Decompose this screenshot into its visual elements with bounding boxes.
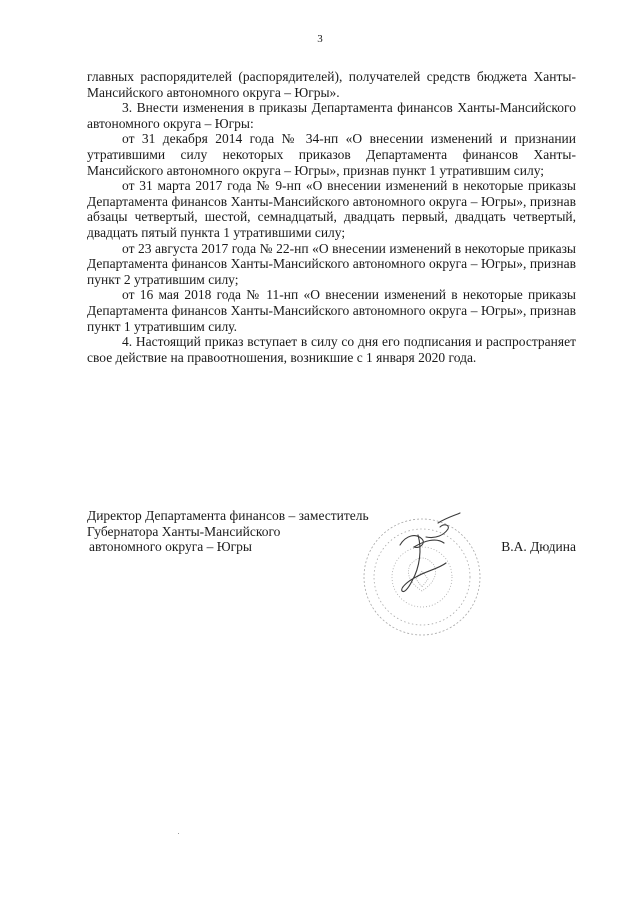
- signer-title-line-3: автономного округа – Югры: [89, 539, 252, 555]
- paragraph-order-2018: от 16 мая 2018 года № 11-нп «О внесении изменений в некоторые приказы Департамента финансов Ханты-Мансийского автономного округа – Югры», признав пункт 1 утратившим силу.: [87, 287, 576, 334]
- official-seal-with-signature: [360, 495, 490, 655]
- signer-name: В.А. Дюдина: [501, 539, 576, 554]
- paragraph-order-august-2017: от 23 августа 2017 года № 22-нп «О внесении изменений в некоторые приказы Департамента финансов Ханты-Мансийского автономного округа – Югры», признав пункт 2 утратившим силу;: [87, 240, 576, 287]
- page-number: 3: [317, 33, 323, 45]
- paragraph-item-3: 3. Внести изменения в приказы Департамента финансов Ханты-Мансийского автономного округа – Югры:: [87, 100, 576, 131]
- document-body: [87, 69, 576, 365]
- paragraph-item-4: 4. Настоящий приказ вступает в силу со дня его подписания и распространяет свое действие на правоотношения, возникшие с 1 января 2020 года.: [87, 334, 576, 365]
- signer-title-line-2: Губернатора Ханты-Мансийского: [87, 523, 281, 539]
- signer-title-line-1: Директор Департамента финансов – заместитель: [87, 508, 369, 523]
- paragraph-order-march-2017: от 31 марта 2017 года № 9-нп «О внесении изменений в некоторые приказы Департамента финансов Ханты-Мансийского автономного округа – Югры», признав абзацы четвертый, шестой, семнадцатый, двадцать первый, двадцать четвертый, двадцать пятый пункта 1 утратившими силу;: [87, 178, 576, 240]
- paragraph-order-2014: от 31 декабря 2014 года № 34-нп «О внесении изменений и признании утратившими силу некоторых приказов Департамента финансов Ханты-Мансийского автономного округа – Югры», признав пункт 1 утратившим силу;: [87, 131, 576, 178]
- scan-speck: [178, 833, 179, 834]
- paragraph-continuation: главных распорядителей (распорядителей), получателей средств бюджета Ханты-Мансийского автономного округа – Югры».: [87, 69, 576, 100]
